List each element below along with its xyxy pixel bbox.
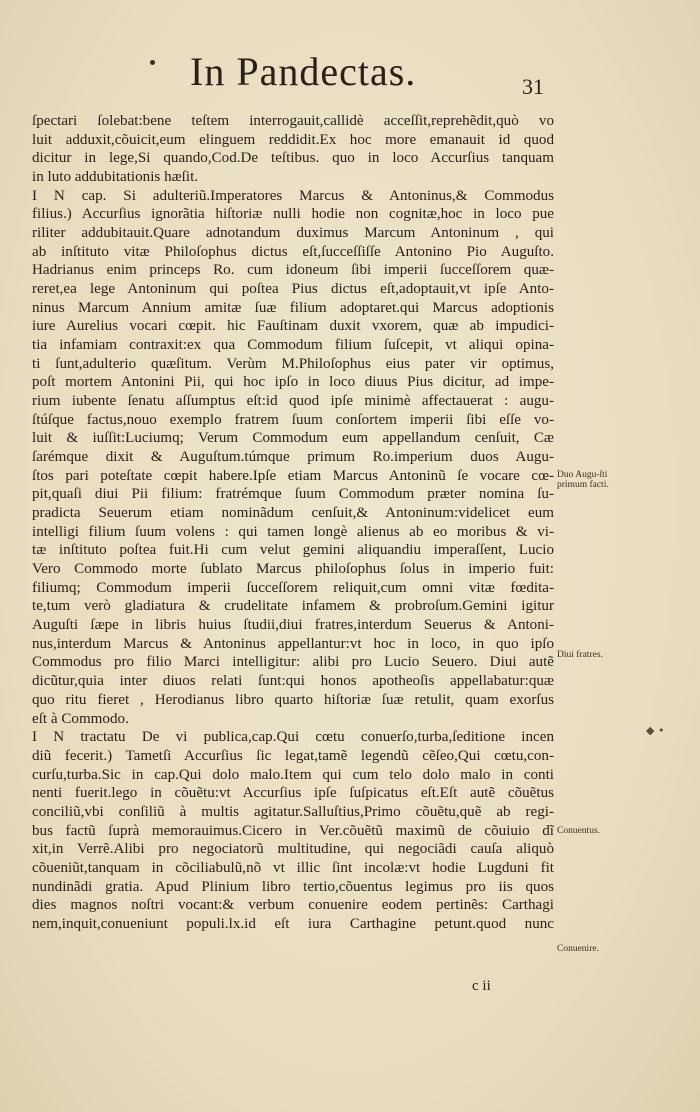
text-line: nundinãdi gratia. Apud Plinium libro tertio,cõuentus legimus pro iis quos xyxy=(32,878,554,895)
text-line: filiumq; Commodum imperii ſucceſſorem reliquit,cum omni vitæ fœdita- xyxy=(32,579,554,596)
margin-note-conuenire: Conuenire. xyxy=(557,944,599,954)
text-line: reret,ea lege Antoninum qui poſtea Pius dictus eſt,adoptauit,vt ipſe Anto- xyxy=(32,281,554,298)
text-line: cõueniũt,tanquam in cõciliabulũ,nõ vt illic ſint incolæ:vt hodie Lugduni fit xyxy=(32,859,554,876)
text-line: Vero Commodo morte ſublato Marcus philoſophus ſolus in imperio fuit: xyxy=(32,561,554,578)
text-line: poſt mortem Antonini Pii, qui hoc ipſo in loco diuus Pius dicitur, ad impe- xyxy=(32,374,554,391)
page-header xyxy=(190,48,570,98)
text-line: Commodus pro filio Marci intelligitur: alibi pro Lucio Seuero. Diui autẽ xyxy=(32,654,554,671)
text-line: rium iubente ſenatu aſſumptus eſt:id quod ipſe minimè affectauerat : augu- xyxy=(32,393,554,410)
text-line: pradicta Seuerum etiam nominãdum cenſuit,& Antoninum:videlicet eum xyxy=(32,505,554,522)
text-line: ti ſunt,adulterio quæſitum. Verùm M.Philoſophus eius pater vir optimus, xyxy=(32,355,554,372)
margin-note-duo-augusti: Duo Augu-ſti primum facti. xyxy=(557,470,609,490)
text-line: curſu,turba.Sic in cap.Qui dolo malo.Item qui cum telo dolo malo in conti xyxy=(32,766,554,783)
text-line: ſtúſque factus,nouo exemplo fratrem ſuum conſortem imperii ſibi eſſe vo- xyxy=(32,411,554,428)
text-line: nem,inquit,conueniunt populi.lx.id eſt iura Carthagine petunt.quod nunc xyxy=(32,915,554,932)
text-line: dicũtur,quia inter diuos relati ſunt:qui honos apotheoſis appellabatur:quæ xyxy=(32,673,554,690)
text-line: ſpectari ſolebat:bene teſtem interrogauit,callidè acceſſit,reprehẽdit,quò vo xyxy=(32,113,554,129)
text-line: in luto addubitationis hæſit. xyxy=(32,169,199,186)
text-line: pit,quaſi diui Pii filium: fratrémque ſuum Commodum præter nomina ſu- xyxy=(32,486,554,503)
text-line: Hadrianus enim princeps Ro. cum idoneum ſibi imperii ſucceſſorem quæ- xyxy=(32,262,554,279)
text-line: intelligi filium ſuum volens : qui tamen longè alienus ab eo moribus & vi- xyxy=(32,523,554,540)
text-line: I N cap. Si adulteriũ.Imperatores Marcus & Antoninus,& Commodus xyxy=(32,187,554,204)
text-line: iure Aurelius vocari cœpit. hic Fauſtinam duxit vxorem, quæ ab impudici- xyxy=(32,318,554,335)
running-head: In Pandectas. xyxy=(190,49,417,94)
text-line: dies magnos noſtri vocant:& verbum conuenire eodem pertinẽs: Carthagi xyxy=(32,897,554,914)
text-line: conciliũ,vbi conſiliũ à multis agitatur.Salluſtius,Primo cõuẽtu,quẽ ab regi- xyxy=(32,803,554,820)
text-line: ab inſtituto vitæ Philoſophus dictus eſt,ſucceſſiſſe Antonino Pio Auguſto. xyxy=(32,243,554,260)
text-line: tæ inſtituto poſtea fuit.Hi cum velut gemini aliquandiu imperaſſent, Lucio xyxy=(32,542,554,559)
margin-ink-mark: ◆ • xyxy=(646,724,665,737)
folio-number: 31 xyxy=(522,74,544,99)
text-line: Auguſti ſæpe in libris huius ſtudii,diui fratres,interdum Seuerus & Antoni- xyxy=(32,617,554,634)
text-line: bus factũ ſuprà memorauimus.Cicero in Ver.cõuẽtũ maximũ de cõuiuio dĩ xyxy=(32,822,554,839)
text-line: luit adduxit,cõuicit,eum elinguem reddidit.Ex hoc more emanauit id quod xyxy=(32,131,554,148)
text-line: ninus Marcum Annium amitæ ſuæ filium adoptaret.qui Marcus adoptionis xyxy=(32,299,554,316)
text-line: tia infamiam contraxit:ex qua Commodum filium ſuſcepit, vt aliqui opina- xyxy=(32,337,554,354)
text-line: nus,interdum Marcus & Antoninus appellantur:vt hoc in loco, in quo ipſo xyxy=(32,635,554,652)
text-line: quo ritu fieret , Herodianus libro quarto hiſtoriæ ſuæ retulit, quam exorſus xyxy=(32,691,554,708)
text-line: I N tractatu De vi publica,cap.Qui cœtu conuerſo,turba,ſeditione incen xyxy=(32,729,554,746)
text-line: xit,in Verrẽ.Alibi pro negociatorũ multitudine, qui negociãdi cauſa aliquò xyxy=(32,841,554,858)
ink-speck xyxy=(150,60,155,65)
text-line: eſt à Commodo. xyxy=(32,710,129,727)
margin-note-conuentus: Conuentus. xyxy=(557,826,601,836)
text-line: diũ fecerit.) Tametſi Accurſius ſic legat,tamẽ legendũ cẽſeo,Qui cœtu,con- xyxy=(32,747,554,764)
text-line: filius.) Accurſius ignorãtia hiſtoriæ nulli hodie non cognitæ,hoc in loco pue xyxy=(32,206,554,223)
text-line: riliter addubitauit.Quare adnotandum duximus Marcum Antoninum , qui xyxy=(32,225,554,242)
text-line: luit & iuſſit:Luciumq; Verum Commodum eum appellandum cenſuit, Cæ xyxy=(32,430,554,447)
text-line: nenti fuerit.lego in cõuẽtu:vt Accurſius ipſe ſuſpicatus eſt.Eſt autẽ cõuẽtus xyxy=(32,785,554,802)
text-line: ſarémque dixit & Auguſtum.túmque primum Ro.imperium duos Augu- xyxy=(32,449,554,466)
text-line: dicitur in lege,Si quando,Cod.De teſtibus. quo in loco Accurſius tanquam xyxy=(32,150,554,167)
body-text xyxy=(32,112,554,934)
signature-mark: c ii xyxy=(472,978,491,994)
margin-note-diui-fratres: Diui fratres. xyxy=(557,650,603,660)
text-line: te,tum verò gladiatura & crudelitate infamem & probroſum.Gemini igitur xyxy=(32,598,554,615)
text-line: ſtos pari poteſtate cœpit habere.Ipſe etiam Marcus Antoninũ ſe vocare cœ- xyxy=(32,467,554,484)
